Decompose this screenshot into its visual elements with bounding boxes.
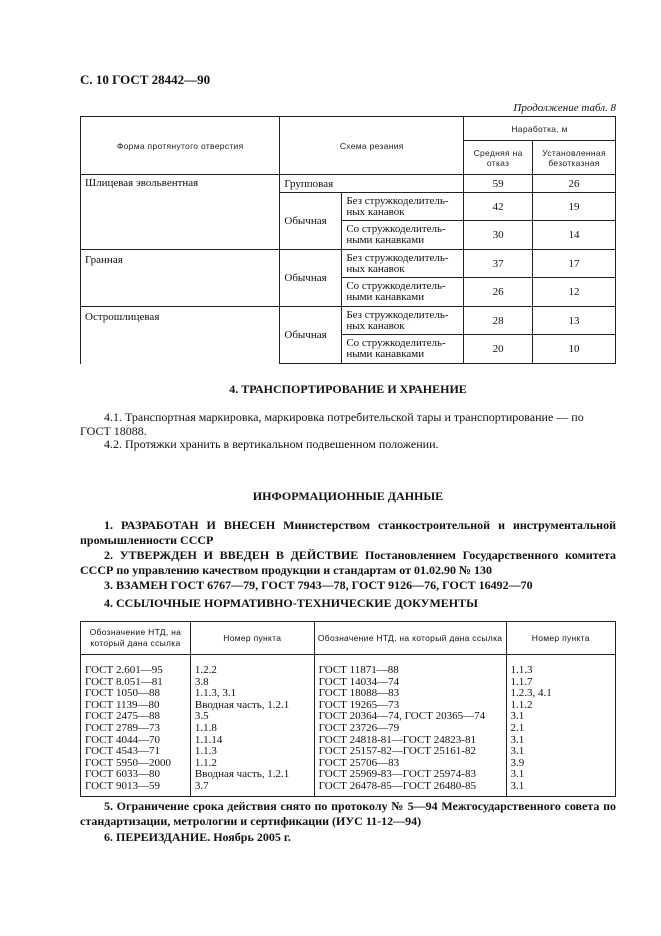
ref-item-header-left: Номер пункта: [190, 622, 314, 655]
paragraph-4-1: 4.1. Транспортная маркировка, маркировка потребительской тары и транспортирование — по ГОСТ 18088.: [80, 410, 584, 438]
section-4-title: 4. ТРАНСПОРТИРОВАНИЕ И ХРАНЕНИЕ: [229, 382, 467, 396]
table-row: Шлицевая эвольвентная Групповая 59 26: [81, 175, 616, 193]
info-title: ИНФОРМАЦИОННЫЕ ДАННЫЕ: [252, 489, 444, 503]
table-row: Со стружкоделитель-ными канавками 26 12: [81, 278, 616, 307]
info-item-5: 5. Ограничение срока действия снято по протоколу № 5—94 Межгосударственного совета по стандартизации, метрологии и сертификации (ИУС 11-12—94): [80, 799, 616, 828]
col-mean-header: Средняя на отказ: [464, 141, 533, 175]
page-header: С. 10 ГОСТ 28442—90: [80, 72, 211, 87]
ref-doc-header-right: Обозначение НТД, на который дана ссылка: [314, 622, 506, 655]
table-row: Со стружкоделитель-ными канавками 20 10: [81, 335, 616, 364]
table-row: Обычная Без стружкоделитель-ных канавок 42 19: [81, 193, 616, 221]
info-item-2: 2. УТВЕРЖДЕН И ВВЕДЕН В ДЕЙСТВИЕ Постановлением Государственного комитета СССР по управлению качеством продукции и стандартам от 01.02.90 № 130: [80, 548, 616, 577]
ref-docs-right: ГОСТ 11871—88 ГОСТ 14034—74 ГОСТ 18088—83 ГОСТ 19265—73 ГОСТ 20364—74, ГОСТ 20365—74 ГОСТ 23726—79 ГОСТ 24818-81—ГОСТ 24823-81 ГОСТ 25157-82—ГОСТ 25161-82 ГОСТ 25706—83 ГОСТ 25969-83—ГОСТ 25974-83 ГОСТ 26478-85—ГОСТ 26480-85: [314, 655, 506, 797]
paragraph-4-2: 4.2. Протяжки хранить в вертикальном подвешенном положении.: [104, 437, 439, 451]
table-row: Острошлицевая Обычная Без стружкоделитель-ных канавок 28 13: [81, 307, 616, 335]
info-item-1: 1. РАЗРАБОТАН И ВНЕСЕН Министерством станкостроительной и инструментальной промышленности СССР: [80, 518, 616, 547]
info-item-6: 6. ПЕРЕИЗДАНИЕ. Ноябрь 2005 г.: [104, 830, 291, 844]
ref-items-right: 1.1.3 1.1.7 1.2.3, 4.1 1.1.2 3.1 2.1 3.1 3.1 3.9 3.1 3.1: [506, 655, 615, 797]
table-continuation-label: Продолжение табл. 8: [513, 102, 616, 114]
col-scheme-header: Схема резания: [280, 117, 464, 175]
col-set-header: Установленная безотказная: [533, 141, 616, 175]
col-mtbf-header: Наработка, м: [464, 117, 616, 141]
ref-doc-header-left: Обозначение НТД, на который дана ссылка: [81, 622, 191, 655]
table-row: Гранная Обычная Без стружкоделитель-ных канавок 37 17: [81, 250, 616, 278]
ref-docs-left: ГОСТ 2.601—95 ГОСТ 8.051—81 ГОСТ 1050—88 ГОСТ 1139—80 ГОСТ 2475—88 ГОСТ 2789—73 ГОСТ 4044—70 ГОСТ 4543—71 ГОСТ 5950—2000 ГОСТ 6033—80 ГОСТ 9013—59: [81, 655, 191, 797]
info-item-3: 3. ВЗАМЕН ГОСТ 6767—79, ГОСТ 7943—78, ГОСТ 9126—76, ГОСТ 16492—70: [104, 578, 533, 592]
info-item-4: 4. ССЫЛОЧНЫЕ НОРМАТИВНО-ТЕХНИЧЕСКИЕ ДОКУМЕНТЫ: [104, 596, 478, 610]
col-form-header: Форма протянутого отверстия: [81, 117, 280, 175]
ref-items-left: 1.2.2 3.8 1.1.3, 3.1 Вводная часть, 1.2.1 3.5 1.1.8 1.1.14 1.1.3 1.1.2 Вводная часть, 1.2.1 3.7: [190, 655, 314, 797]
table-8: [80, 116, 616, 364]
references-table: [80, 621, 616, 797]
ref-item-header-right: Номер пункта: [506, 622, 615, 655]
table-row: Со стружкоделитель-ными канавками 30 14: [81, 221, 616, 250]
